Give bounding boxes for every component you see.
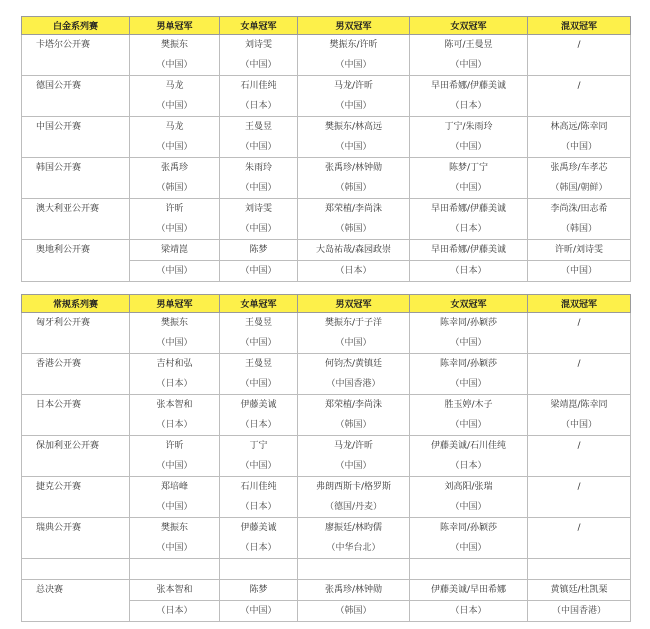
event-name: 日本公开赛: [22, 395, 130, 436]
champion-country: （中国）: [298, 137, 410, 158]
champion-country: （日本）: [130, 601, 220, 622]
champion-country: [528, 456, 631, 477]
champion-country: （中国）: [528, 261, 631, 282]
champion-name: /: [528, 477, 631, 498]
champion-country: （日本）: [220, 96, 298, 117]
champion-name: 郑荣植/李尚洙: [298, 199, 410, 220]
empty-cell: [528, 559, 631, 580]
champion-country: [528, 538, 631, 559]
table-row: [22, 76, 631, 97]
table-row: [22, 395, 631, 416]
champion-country: （中国）: [220, 137, 298, 158]
champion-country: [528, 96, 631, 117]
event-name: 德国公开赛: [22, 76, 130, 117]
champion-country: （韩国/朝鲜）: [528, 178, 631, 199]
column-header: 女单冠军: [220, 17, 298, 35]
champion-country: （韩国）: [298, 415, 410, 436]
champion-name: 弗朗西斯卡/格罗斯: [298, 477, 410, 498]
event-name: 韩国公开赛: [22, 158, 130, 199]
champion-country: （日本）: [130, 374, 220, 395]
champion-name: 伊藤美诚: [220, 518, 298, 539]
table-row: [22, 35, 631, 56]
champion-country: （日本）: [220, 415, 298, 436]
champion-country: （中国）: [130, 497, 220, 518]
champion-name: 朱雨玲: [220, 158, 298, 179]
table-row: [22, 313, 631, 334]
champion-country: （韩国）: [298, 219, 410, 240]
champion-country: （日本）: [298, 261, 410, 282]
empty-cell: [130, 559, 220, 580]
column-header: 男双冠军: [298, 295, 410, 313]
event-name: 中国公开赛: [22, 117, 130, 158]
champion-country: （中国）: [220, 55, 298, 76]
champion-country: （中国香港）: [298, 374, 410, 395]
champion-country: （中国）: [528, 415, 631, 436]
empty-cell: [410, 559, 528, 580]
table-row: [22, 518, 631, 539]
champion-name: 陈梦/丁宁: [410, 158, 528, 179]
champion-country: （中国）: [410, 497, 528, 518]
champion-name: 早田希娜/伊藤美诚: [410, 199, 528, 220]
event-name: 瑞典公开赛: [22, 518, 130, 559]
champion-country: （中国）: [220, 374, 298, 395]
champion-country: （日本）: [220, 497, 298, 518]
champion-name: /: [528, 354, 631, 375]
champion-country: （中国）: [410, 55, 528, 76]
champion-name: /: [528, 35, 631, 56]
champion-country: （日本）: [220, 538, 298, 559]
champion-country: [528, 333, 631, 354]
champion-country: （韩国）: [298, 178, 410, 199]
table-header-row: [22, 17, 631, 35]
champion-name: /: [528, 76, 631, 97]
champion-name: 丁宁: [220, 436, 298, 457]
champion-country: （韩国）: [298, 601, 410, 622]
champion-country: （中国）: [130, 333, 220, 354]
champion-name: 大岛祐哉/森园政崇: [298, 240, 410, 261]
column-header: 混双冠军: [528, 17, 631, 35]
table-row: [22, 240, 631, 261]
column-header: 女双冠军: [410, 295, 528, 313]
champion-name: 樊振东/林高远: [298, 117, 410, 138]
champion-country: （中国）: [410, 374, 528, 395]
champion-country: （中国）: [220, 333, 298, 354]
champion-name: 吉村和弘: [130, 354, 220, 375]
column-header: 女双冠军: [410, 17, 528, 35]
champion-country: （中国）: [298, 55, 410, 76]
champion-country: （中国）: [130, 219, 220, 240]
champion-name: 伊藤美诚: [220, 395, 298, 416]
champion-name: 马龙/许昕: [298, 76, 410, 97]
champion-name: 马龙: [130, 117, 220, 138]
champion-name: 石川佳纯: [220, 76, 298, 97]
champion-name: 张本智和: [130, 395, 220, 416]
column-header: 男单冠军: [130, 295, 220, 313]
champion-name: 许昕/刘诗雯: [528, 240, 631, 261]
event-name: 捷克公开赛: [22, 477, 130, 518]
champion-country: [528, 374, 631, 395]
event-name: 奥地利公开赛: [22, 240, 130, 282]
table-row: [22, 436, 631, 457]
champion-country: （中国）: [528, 137, 631, 158]
champion-country: （日本）: [410, 261, 528, 282]
event-name: 匈牙利公开赛: [22, 313, 130, 354]
champion-country: （日本）: [410, 456, 528, 477]
regular-series-table: [21, 294, 631, 622]
champion-country: （中国）: [220, 456, 298, 477]
champion-country: （中国）: [130, 137, 220, 158]
champion-country: [528, 497, 631, 518]
champion-name: 陈可/王曼昱: [410, 35, 528, 56]
champion-country: （中国）: [298, 96, 410, 117]
champion-country: （中国）: [410, 333, 528, 354]
table-row: [22, 117, 631, 138]
event-name: 卡塔尔公开赛: [22, 35, 130, 76]
champion-name: 伊藤美诚/早田希娜: [410, 580, 528, 601]
table-row: [22, 580, 631, 601]
champion-name: 早田希娜/伊藤美诚: [410, 240, 528, 261]
champion-country: （中国）: [410, 415, 528, 436]
champion-country: （日本）: [410, 601, 528, 622]
event-name: 保加利亚公开赛: [22, 436, 130, 477]
champion-name: 马龙: [130, 76, 220, 97]
champion-country: （中国）: [130, 96, 220, 117]
table-row: [22, 158, 631, 179]
champion-country: （中国）: [220, 261, 298, 282]
champion-country: （中国）: [298, 333, 410, 354]
column-header: 男单冠军: [130, 17, 220, 35]
champion-country: （中国）: [130, 55, 220, 76]
champion-name: 早田希娜/伊藤美诚: [410, 76, 528, 97]
champion-country: （中华台北）: [298, 538, 410, 559]
champion-name: 丁宁/朱雨玲: [410, 117, 528, 138]
champion-name: 樊振东: [130, 518, 220, 539]
champion-name: 胜玉婷/木子: [410, 395, 528, 416]
champion-country: （韩国）: [528, 219, 631, 240]
champion-country: （日本）: [410, 219, 528, 240]
champion-name: /: [528, 313, 631, 334]
champion-country: （中国）: [298, 456, 410, 477]
column-header: 混双冠军: [528, 295, 631, 313]
champion-name: /: [528, 518, 631, 539]
champion-name: 王曼昱: [220, 313, 298, 334]
champion-name: /: [528, 436, 631, 457]
champion-name: 石川佳纯: [220, 477, 298, 498]
champion-country: （韩国）: [130, 178, 220, 199]
column-header: 白金系列赛: [22, 17, 130, 35]
champion-name: 刘高阳/张瑞: [410, 477, 528, 498]
empty-cell: [298, 559, 410, 580]
champion-name: 张禹珍/车孝芯: [528, 158, 631, 179]
champion-name: 林高远/陈幸同: [528, 117, 631, 138]
champion-name: 廖振廷/林昀儒: [298, 518, 410, 539]
champion-country: （中国）: [220, 219, 298, 240]
champion-name: 樊振东: [130, 35, 220, 56]
champion-name: 樊振东: [130, 313, 220, 334]
champion-name: 郑培峰: [130, 477, 220, 498]
champion-name: 黄镇廷/杜凯琹: [528, 580, 631, 601]
champion-country: （中国）: [410, 538, 528, 559]
empty-cell: [220, 559, 298, 580]
champion-name: 张禹珍/林钟勋: [298, 580, 410, 601]
champion-name: 马龙/许昕: [298, 436, 410, 457]
champion-country: [528, 55, 631, 76]
champion-name: 李尚洙/田志希: [528, 199, 631, 220]
table-row: [22, 477, 631, 498]
champion-country: （中国）: [130, 538, 220, 559]
champion-name: 刘诗雯: [220, 199, 298, 220]
champion-name: 伊藤美诚/石川佳纯: [410, 436, 528, 457]
champion-name: 梁靖崑/陈幸同: [528, 395, 631, 416]
champion-country: （中国）: [220, 178, 298, 199]
champion-country: （德国/丹麦）: [298, 497, 410, 518]
column-header: 男双冠军: [298, 17, 410, 35]
champion-name: 许昕: [130, 199, 220, 220]
champion-name: 陈梦: [220, 580, 298, 601]
table-row: [22, 199, 631, 220]
champion-name: 何钧杰/黄镇廷: [298, 354, 410, 375]
champion-name: 樊振东/许昕: [298, 35, 410, 56]
champion-country: （中国）: [220, 601, 298, 622]
champion-name: 张禹珍/林钟勋: [298, 158, 410, 179]
champion-name: 王曼昱: [220, 354, 298, 375]
champion-name: 陈幸同/孙颖莎: [410, 354, 528, 375]
spacer-row: [22, 559, 631, 580]
champion-country: （中国香港）: [528, 601, 631, 622]
table-header-row: [22, 295, 631, 313]
platinum-series-table: [21, 16, 631, 282]
champion-name: 梁靖崑: [130, 240, 220, 261]
table-row: [22, 354, 631, 375]
champion-name: 张禹珍: [130, 158, 220, 179]
champion-name: 陈幸同/孙颖莎: [410, 518, 528, 539]
champion-country: （日本）: [130, 415, 220, 436]
champion-country: （中国）: [410, 137, 528, 158]
champion-country: （中国）: [410, 178, 528, 199]
champion-name: 刘诗雯: [220, 35, 298, 56]
champion-name: 陈幸同/孙颖莎: [410, 313, 528, 334]
column-header: 常规系列赛: [22, 295, 130, 313]
champion-name: 郑荣植/李尚洙: [298, 395, 410, 416]
champion-name: 王曼昱: [220, 117, 298, 138]
champion-country: （中国）: [130, 261, 220, 282]
champion-country: （日本）: [410, 96, 528, 117]
event-name: 香港公开赛: [22, 354, 130, 395]
champion-name: 樊振东/于子洋: [298, 313, 410, 334]
column-header: 女单冠军: [220, 295, 298, 313]
champion-name: 张本智和: [130, 580, 220, 601]
champion-name: 陈梦: [220, 240, 298, 261]
champion-name: 许昕: [130, 436, 220, 457]
event-name: 总决赛: [22, 580, 130, 622]
event-name: 澳大利亚公开赛: [22, 199, 130, 240]
empty-cell: [22, 559, 130, 580]
champion-country: （中国）: [130, 456, 220, 477]
